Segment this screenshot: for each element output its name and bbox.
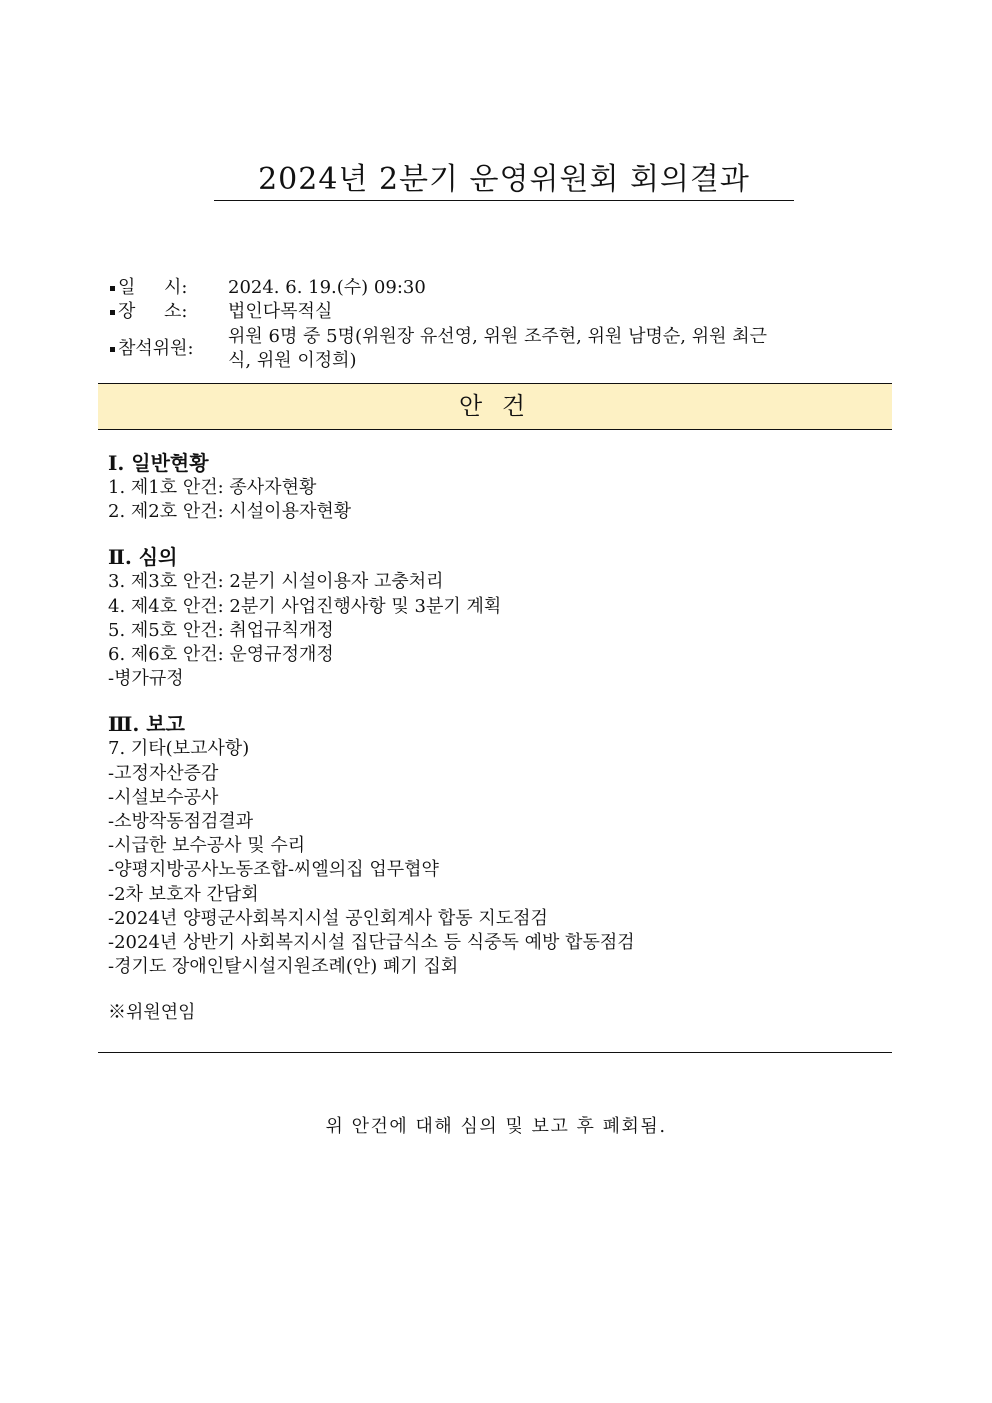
attendees-line-1: 위원 6명 중 5명(위원장 유선영, 위원 조주현, 위원 남명순, 위원 최근 [228, 326, 768, 347]
info-row-attendees [110, 325, 900, 373]
date-label: 일 시: [110, 276, 228, 300]
list-item: 1. 제1호 안건: 종사자현황 [108, 477, 317, 498]
agenda-body [108, 450, 898, 1026]
note-text: ※위원연임 [108, 1002, 196, 1024]
list-item: 6. 제6호 안건: 운영규정개정 [108, 644, 334, 666]
list-item: 3. 제3호 안건: 2분기 시설이용자 고충처리 [108, 571, 444, 593]
date-value: 2024. 6. 19.(수) 09:30 [228, 277, 426, 298]
bullet-square-icon [110, 310, 115, 315]
section-heading-deliberation: Ⅱ. 심의 [108, 545, 178, 570]
info-row-date [110, 276, 900, 300]
attendees-line-2: 식, 위원 이정희) [228, 350, 357, 371]
divider [98, 1052, 892, 1053]
list-item: -시설보수공사 [108, 786, 219, 808]
list-item: -고정자산증감 [108, 762, 219, 784]
list-item: -양평지방공사노동조합-씨엘의집 업무협약 [108, 859, 439, 881]
list-item: -경기도 장애인탈시설지원조례(안) 폐기 집회 [108, 956, 459, 978]
list-item: -소방작동점검결과 [108, 811, 254, 833]
list-item: -2024년 양평군사회복지시설 공인회계사 합동 지도점검 [108, 907, 548, 929]
section-heading-general: Ⅰ. 일반현황 [108, 451, 209, 475]
closing-statement: 위 안건에 대해 심의 및 보고 후 폐회됨. [325, 1116, 667, 1137]
list-item: 2. 제2호 안건: 시설이용자현황 [108, 501, 352, 523]
place-label: 장 소: [110, 300, 228, 324]
attendees-label: 참석위원: [110, 337, 228, 361]
section-heading-report: Ⅲ. 보고 [108, 712, 185, 737]
info-row-place [110, 300, 900, 324]
bullet-square-icon [110, 347, 115, 352]
list-item: 4. 제4호 안건: 2분기 사업진행사항 및 3분기 계획 [108, 595, 502, 617]
place-value: 법인다목적실 [228, 301, 333, 322]
page-title: 2024년 2분기 운영위원회 회의결과 [214, 160, 794, 201]
list-item: 5. 제5호 안건: 취업규칙개정 [108, 619, 334, 641]
list-item: -2차 보호자 간담회 [108, 883, 259, 905]
list-item: -2024년 상반기 사회복지시설 집단급식소 등 식중독 예방 합동점검 [108, 932, 635, 954]
meeting-info [110, 276, 900, 373]
title-block [214, 160, 794, 201]
list-item: -병가규정 [108, 668, 184, 690]
agenda-heading: 안 건 [98, 383, 892, 430]
bullet-square-icon [110, 286, 115, 291]
list-item: -시급한 보수공사 및 수리 [108, 835, 306, 857]
attendees-value [228, 325, 900, 373]
list-item: 7. 기타(보고사항) [108, 738, 250, 760]
